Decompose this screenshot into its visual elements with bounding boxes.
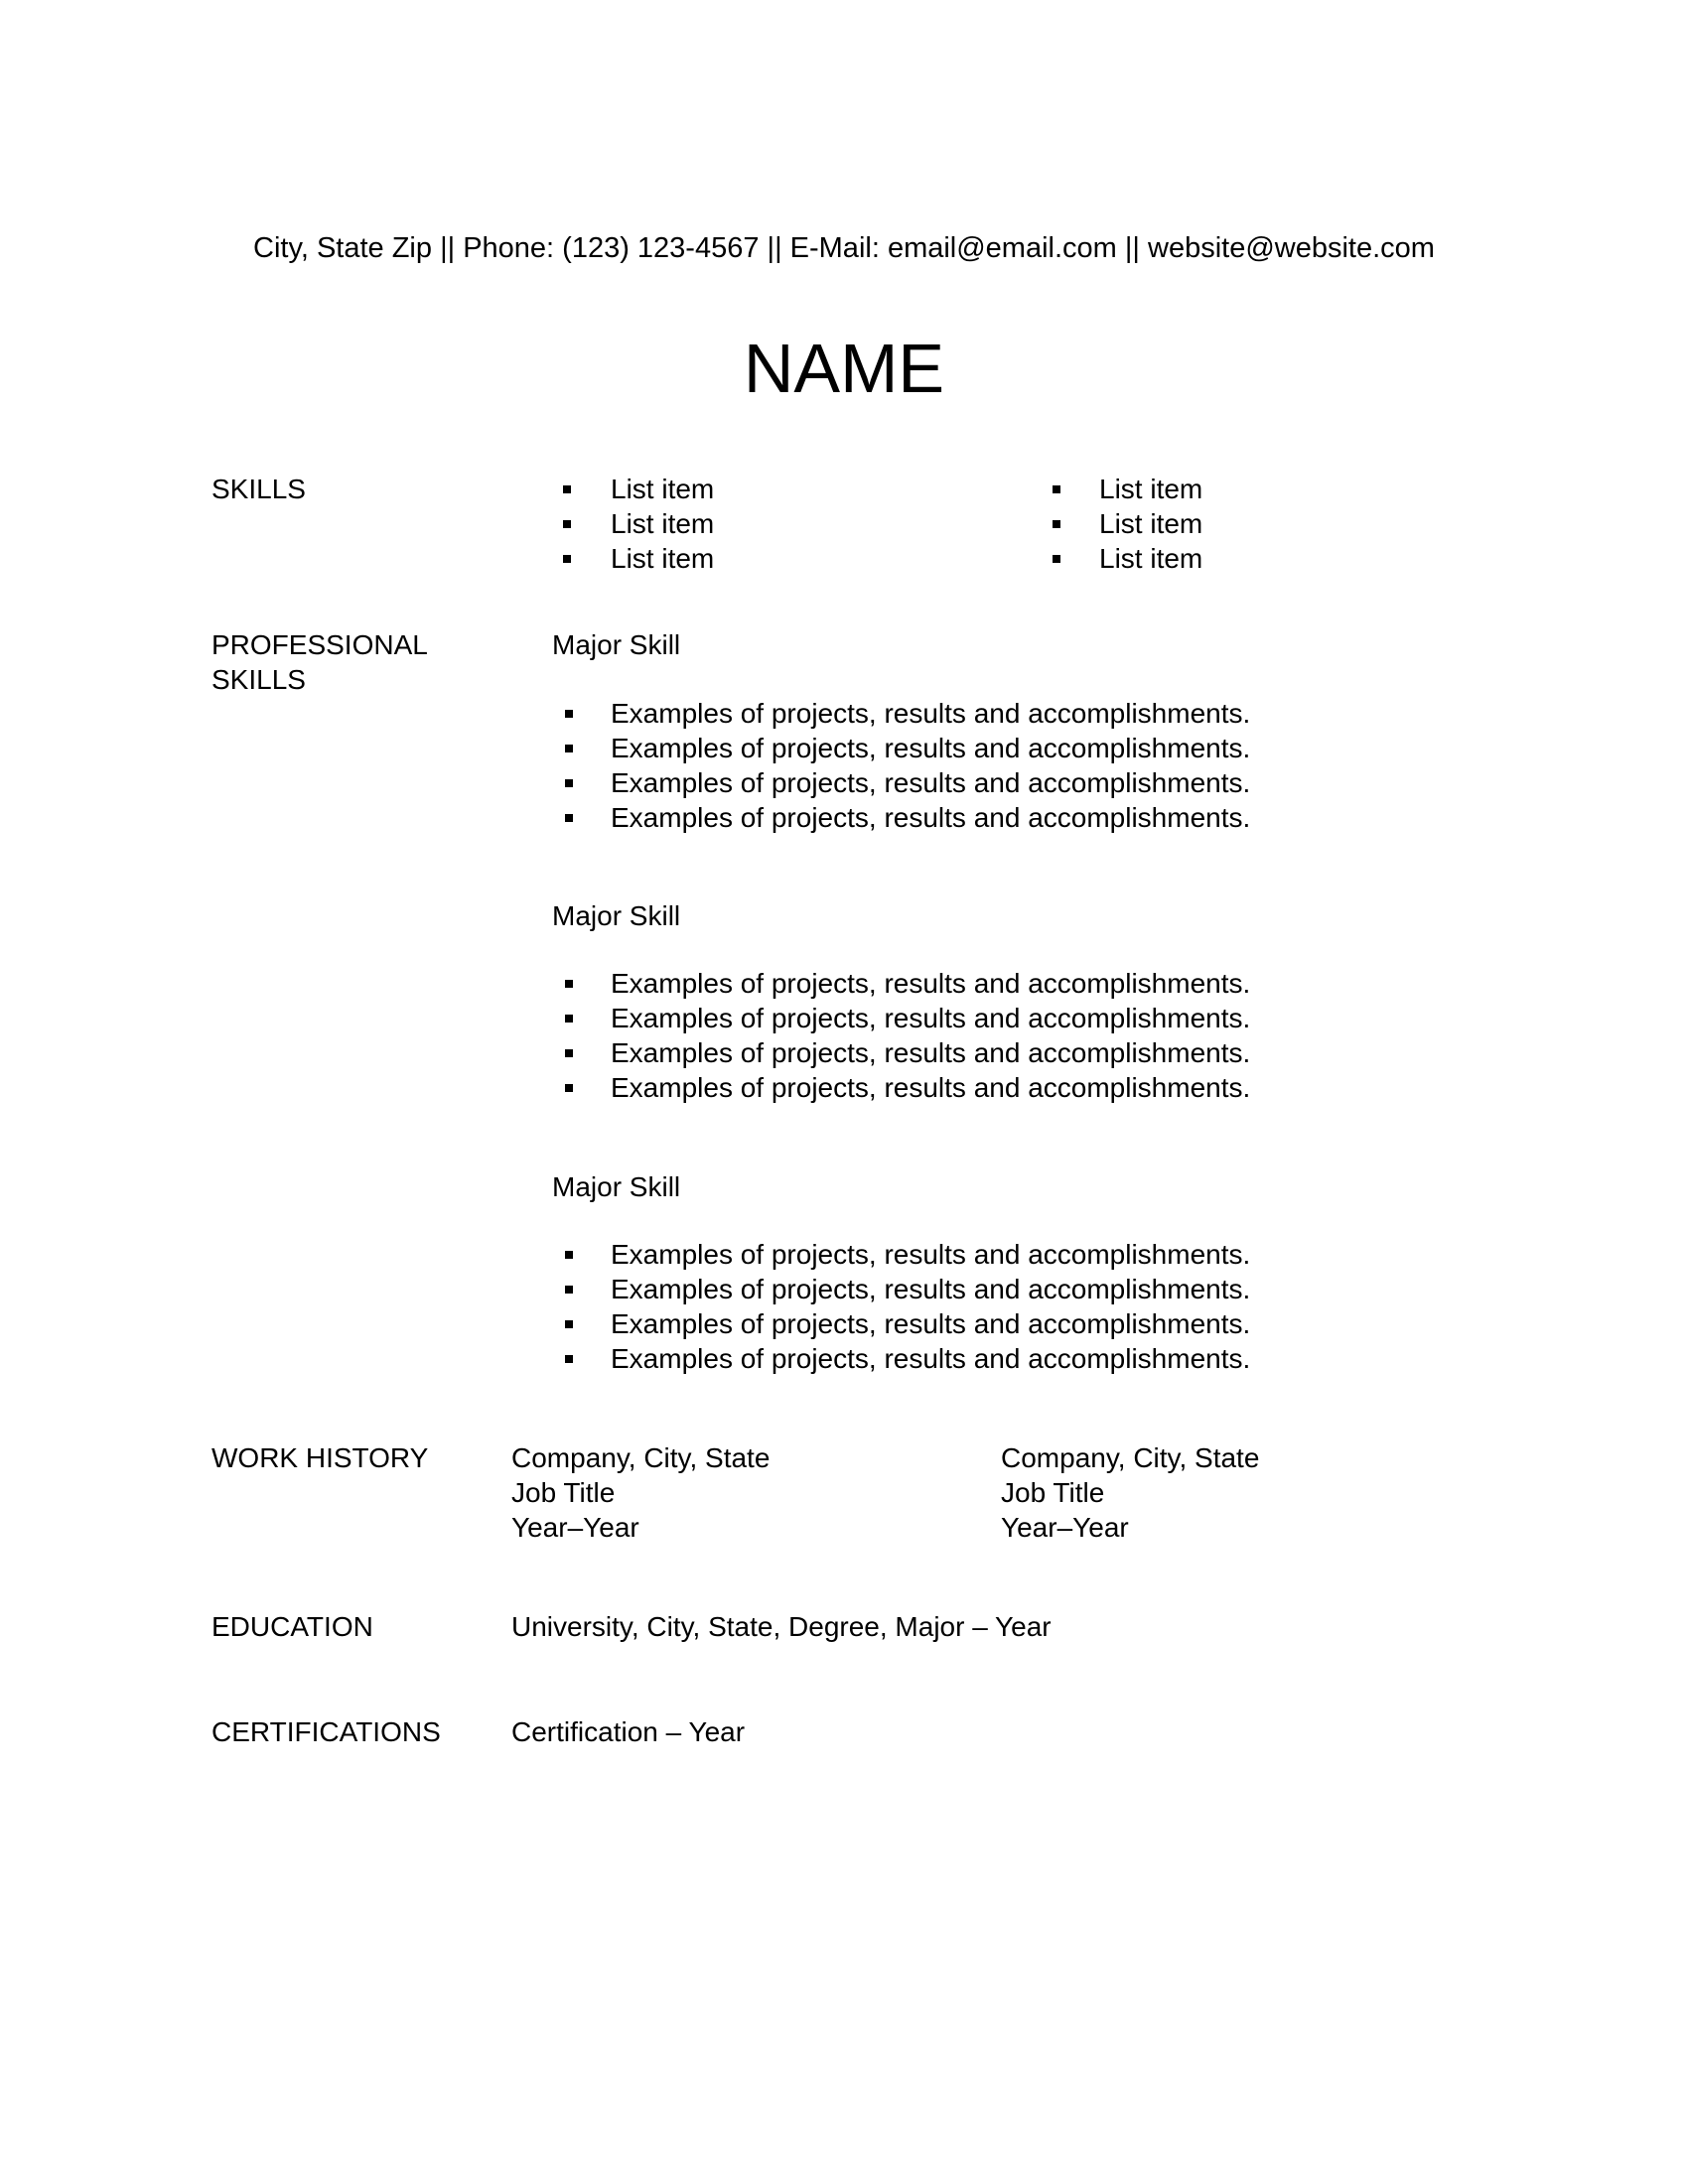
section-label-certifications: CERTIFICATIONS: [211, 1716, 441, 1747]
major-skill-title: Major Skill: [552, 629, 681, 660]
square-bullet-icon: [563, 520, 571, 528]
square-bullet-icon: [1053, 520, 1060, 528]
major-skill-title: Major Skill: [552, 1171, 681, 1202]
major-skill-title: Major Skill: [552, 900, 681, 931]
job-company: Company, City, State: [511, 1442, 771, 1473]
square-bullet-icon: [565, 1355, 573, 1363]
square-bullet-icon: [565, 1015, 573, 1023]
square-bullet-icon: [565, 814, 573, 822]
square-bullet-icon: [563, 485, 571, 493]
section-label-professional-skills-line2: SKILLS: [211, 664, 306, 695]
square-bullet-icon: [565, 1286, 573, 1294]
square-bullet-icon: [565, 710, 573, 718]
square-bullet-icon: [563, 555, 571, 563]
certification-entry: Certification – Year: [511, 1716, 746, 1747]
square-bullet-icon: [565, 779, 573, 787]
job-title: Job Title: [1001, 1477, 1105, 1508]
square-bullet-icon: [565, 745, 573, 752]
square-bullet-icon: [565, 1084, 573, 1092]
job-years: Year–Year: [1001, 1512, 1129, 1543]
candidate-name: NAME: [743, 330, 945, 407]
square-bullet-icon: [565, 980, 573, 988]
square-bullet-icon: [565, 1049, 573, 1057]
job-title: Job Title: [511, 1477, 616, 1508]
section-label-work-history: WORK HISTORY: [211, 1442, 429, 1473]
education-entry: University, City, State, Degree, Major – Year: [511, 1611, 1052, 1642]
square-bullet-icon: [565, 1251, 573, 1259]
job-company: Company, City, State: [1001, 1442, 1260, 1473]
square-bullet-icon: [565, 1320, 573, 1328]
square-bullet-icon: [1053, 485, 1060, 493]
section-label-education: EDUCATION: [211, 1611, 373, 1642]
job-years: Year–Year: [511, 1512, 639, 1543]
square-bullet-icon: [1053, 555, 1060, 563]
section-label-skills: SKILLS: [211, 474, 306, 504]
section-label-professional-skills: PROFESSIONAL: [211, 629, 428, 660]
contact-line: City, State Zip || Phone: (123) 123-4567 || E-Mail: email@email.com || website@website.com: [253, 232, 1435, 264]
